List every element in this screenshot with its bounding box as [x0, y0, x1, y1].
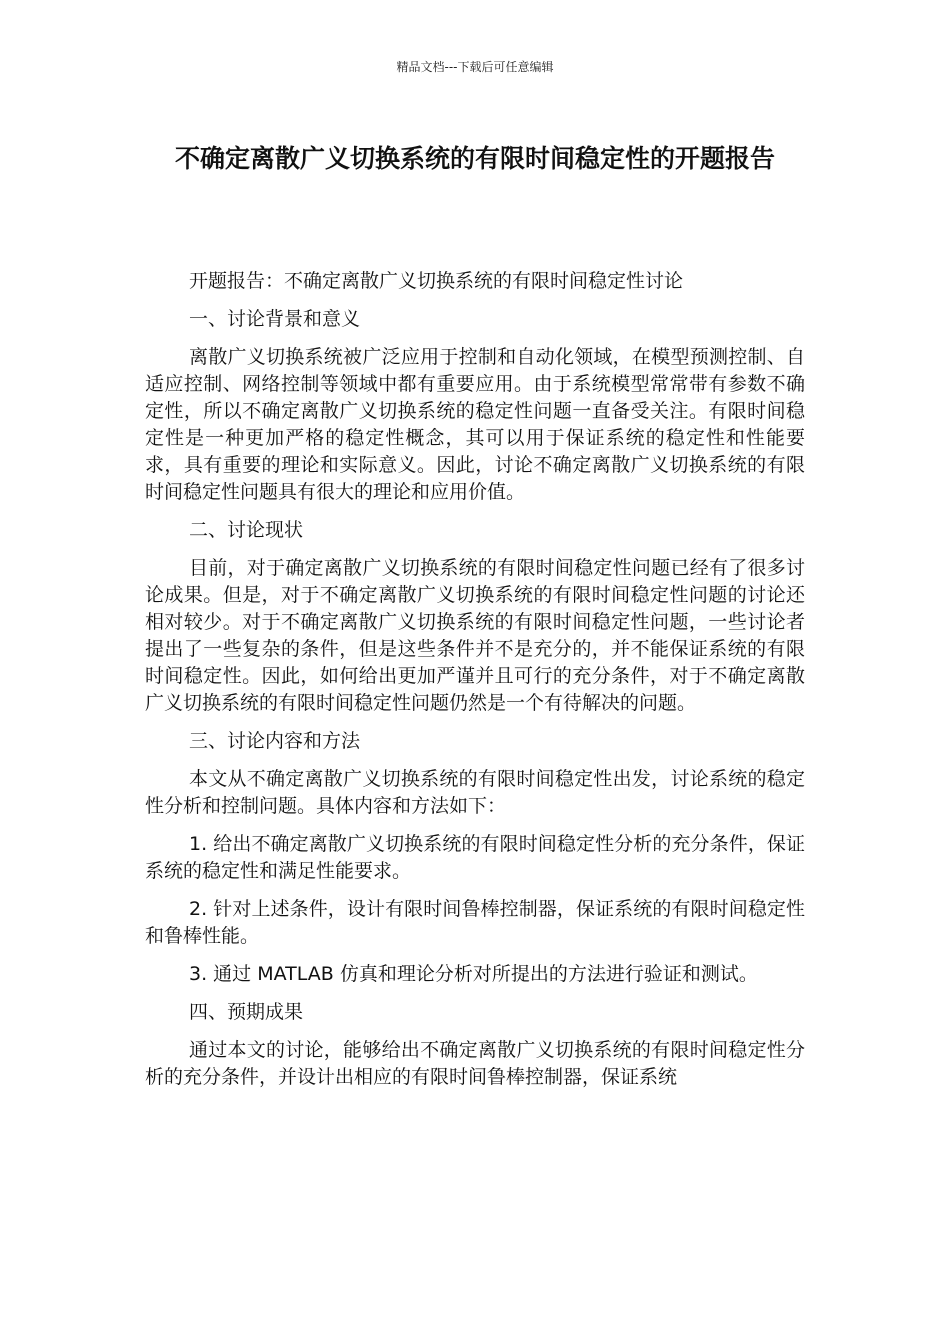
- header-note: 精品文档---下载后可任意编辑: [396, 60, 554, 74]
- section-heading: 一、讨论背景和意义: [189, 308, 361, 330]
- document-body: [145, 268, 805, 1102]
- list-item: 1. 给出不确定离散广义切换系统的有限时间稳定性分析的充分条件，保证系统的稳定性和满足性能要求。: [145, 833, 805, 882]
- paragraph: 离散广义切换系统被广泛应用于控制和自动化领域，在模型预测控制、自适应控制、网络控制等领域中都有重要应用。由于系统模型常常带有参数不确定性，所以不确定离散广义切换系统的稳定性问题一直备受关注。有限时间稳定性是一种更加严格的稳定性概念，其可以用于保证系统的稳定性和性能要求，具有重要的理论和实际意义。因此，讨论不确定离散广义切换系统的有限时间稳定性问题具有很大的理论和应用价值。: [145, 346, 805, 503]
- section-heading: 二、讨论现状: [189, 519, 304, 541]
- paragraph: 目前，对于确定离散广义切换系统的有限时间稳定性问题已经有了很多讨论成果。但是，对于不确定离散广义切换系统的有限时间稳定性问题的讨论还相对较少。对于不确定离散广义切换系统的有限时间稳定性问题，一些讨论者提出了一些复杂的条件，但是这些条件并不是充分的，并不能保证系统的有限时间稳定性。因此，如何给出更加严谨并且可行的充分条件，对于不确定离散广义切换系统的有限时间稳定性问题仍然是一个有待解决的问题。: [145, 557, 805, 714]
- section-heading: 三、讨论内容和方法: [189, 730, 361, 752]
- paragraph: 本文从不确定离散广义切换系统的有限时间稳定性出发，讨论系统的稳定性分析和控制问题。具体内容和方法如下：: [145, 768, 805, 817]
- section-heading: 四、预期成果: [189, 1001, 304, 1023]
- list-item: 2. 针对上述条件，设计有限时间鲁棒控制器，保证系统的有限时间稳定性和鲁棒性能。: [145, 898, 805, 947]
- page-title: 不确定离散广义切换系统的有限时间稳定性的开题报告: [174, 144, 775, 173]
- paragraph: 通过本文的讨论，能够给出不确定离散广义切换系统的有限时间稳定性分析的充分条件，并设计出相应的有限时间鲁棒控制器，保证系统: [145, 1039, 805, 1088]
- subtitle: 开题报告：不确定离散广义切换系统的有限时间稳定性讨论: [189, 270, 684, 292]
- list-item: 3. 通过 MATLAB 仿真和理论分析对所提出的方法进行验证和测试。: [189, 963, 758, 985]
